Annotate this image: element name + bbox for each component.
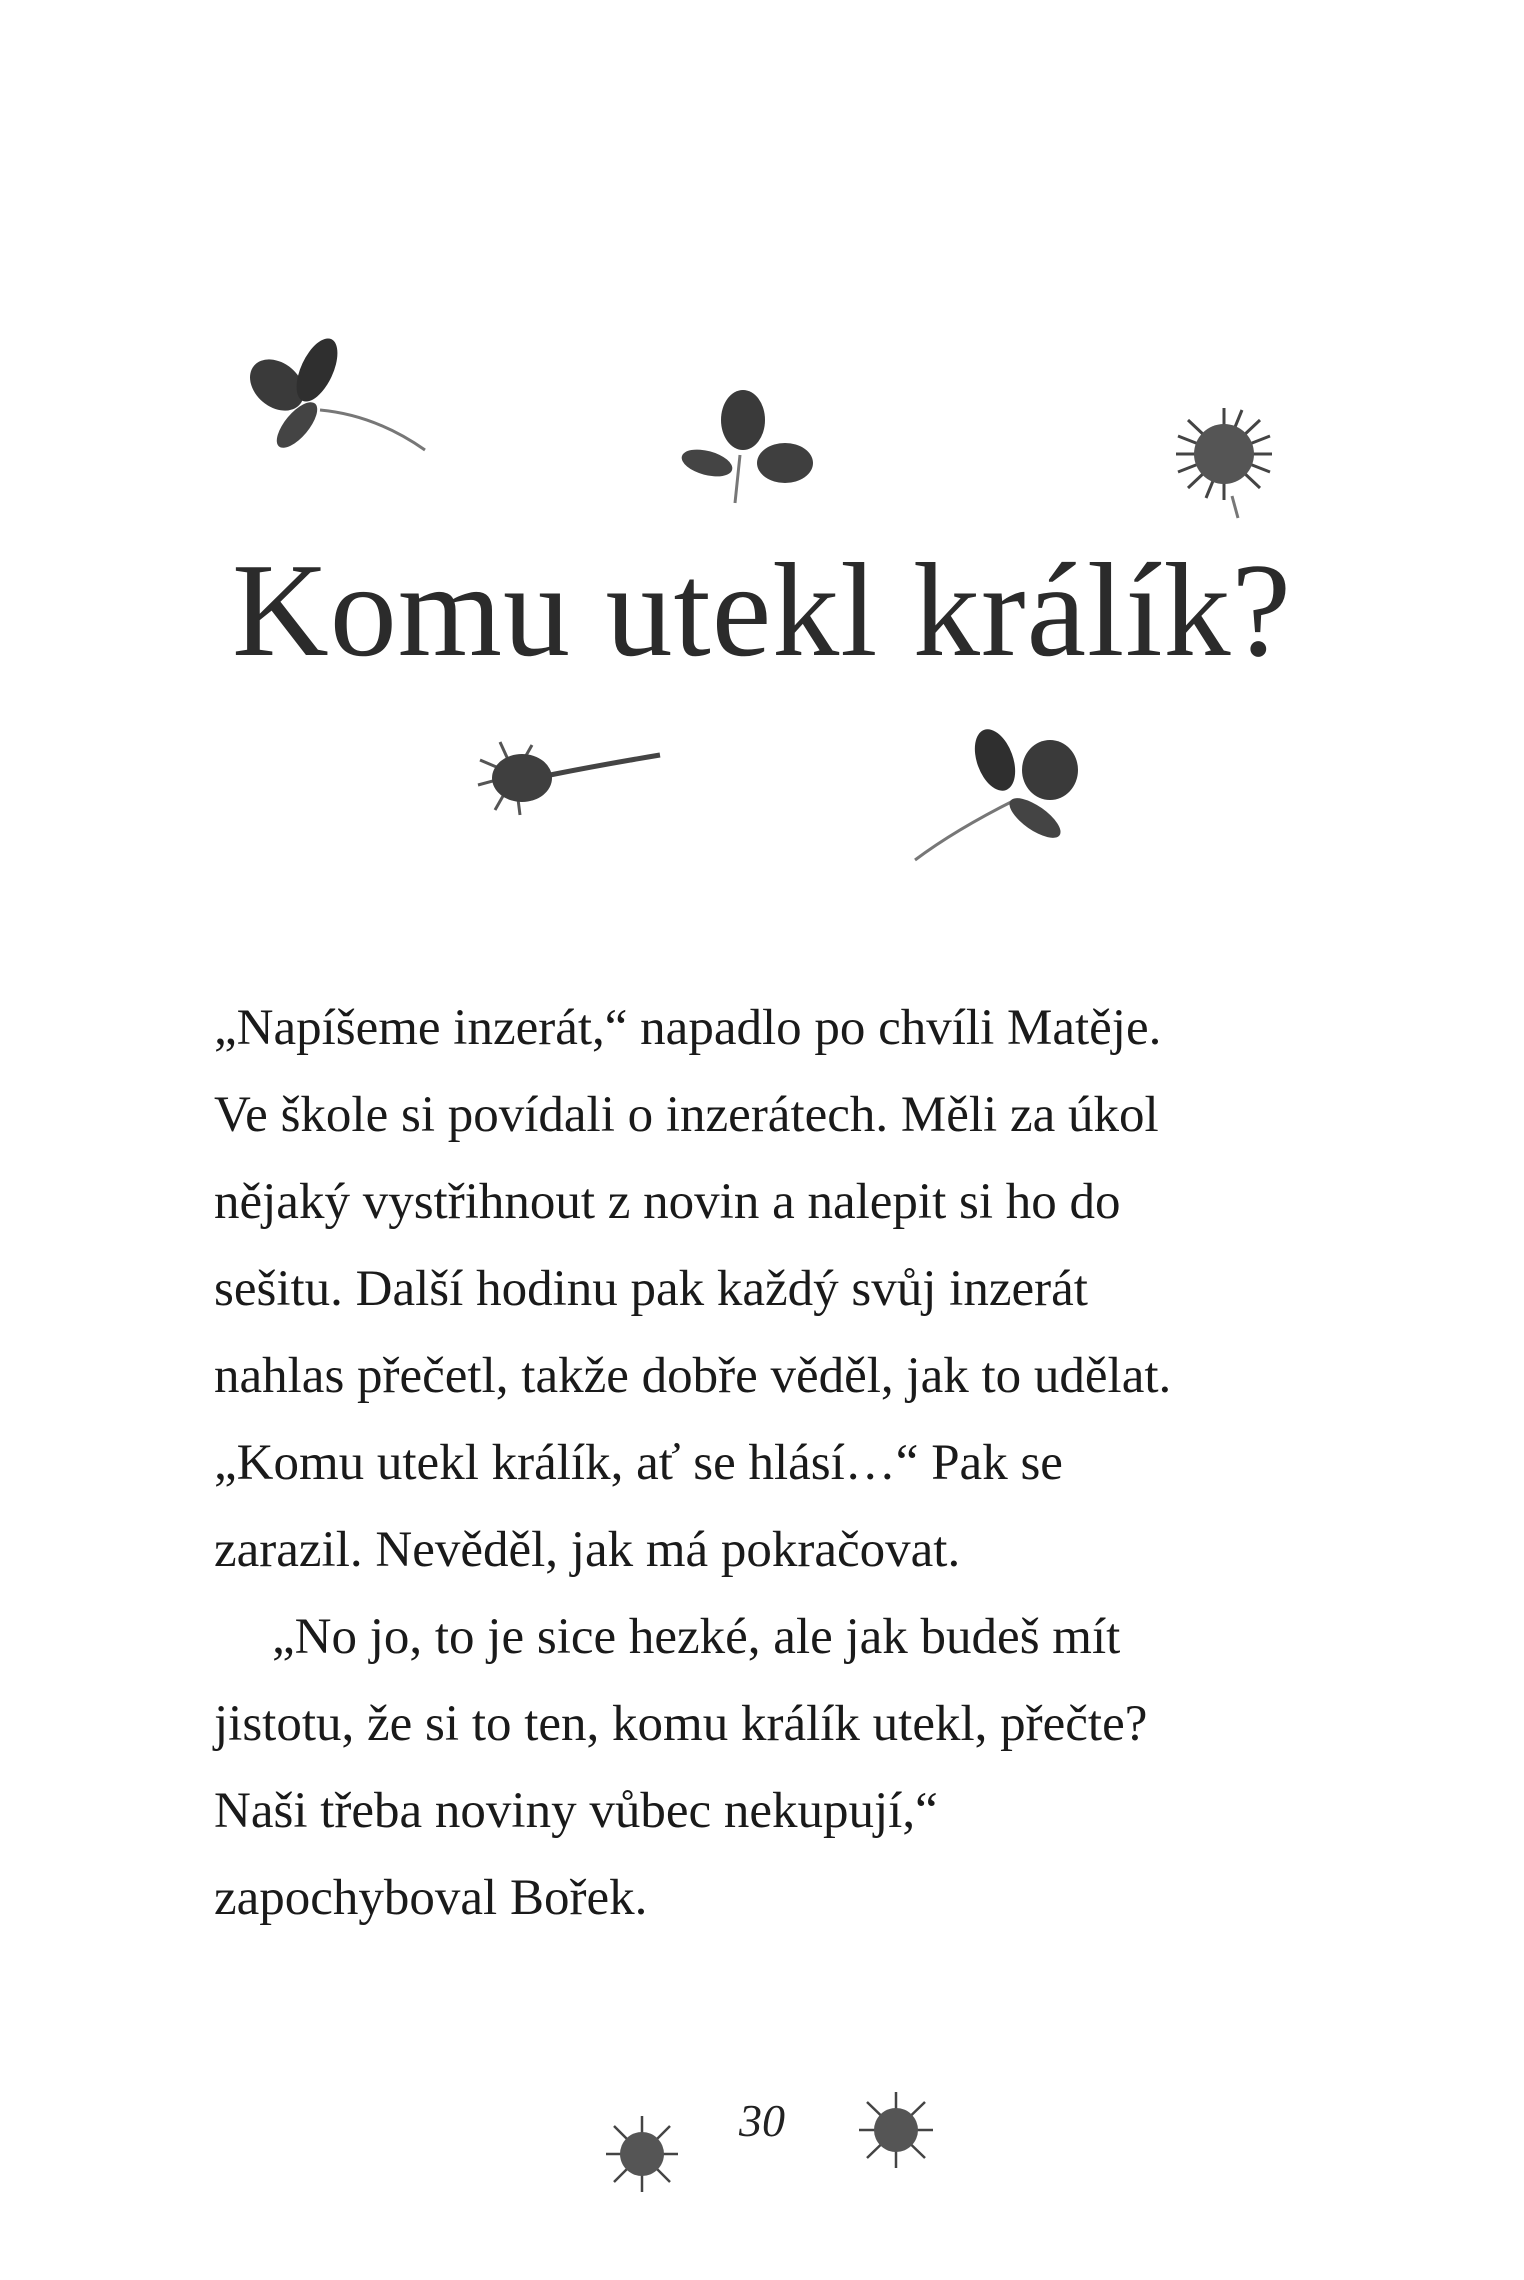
clover-leaf-icon (675, 385, 825, 505)
text-line: zapochyboval Bořek. (214, 1870, 648, 1926)
text-line: jistotu, že si to ten, komu králík utekl, přečte? (214, 1696, 1148, 1752)
text-line: nějaký vystřihnout z novin a nalepit si ho do (214, 1174, 1121, 1230)
clover-leaf-icon (905, 720, 1105, 870)
clover-flower-icon (1168, 400, 1280, 520)
text-line: „Komu utekl králík, ať se hlásí…“ Pak se (214, 1435, 1063, 1491)
text-line: Naši třeba noviny vůbec nekupují,“ (214, 1783, 938, 1839)
clover-leaf-icon (225, 325, 435, 465)
clover-flower-icon (855, 2088, 937, 2172)
body-text (214, 985, 1334, 1942)
text-line: nahlas přečetl, takže dobře věděl, jak to udělat. (214, 1348, 1172, 1404)
text-line: „No jo, to je sice hezké, ale jak budeš mít (272, 1609, 1121, 1665)
text-line: Ve škole si povídali o inzerátech. Měli za úkol (214, 1087, 1159, 1143)
clover-flower-icon (470, 730, 670, 820)
page-number: 30 (739, 2095, 785, 2146)
chapter-title: Komu utekl králík? (232, 536, 1292, 684)
text-line: zarazil. Nevěděl, jak má pokračovat. (214, 1522, 961, 1578)
text-line: „Napíšeme inzerát,“ napadlo po chvíli Matěje. (214, 1000, 1162, 1056)
clover-flower-icon (602, 2112, 682, 2196)
text-line: sešitu. Další hodinu pak každý svůj inzerát (214, 1261, 1088, 1317)
